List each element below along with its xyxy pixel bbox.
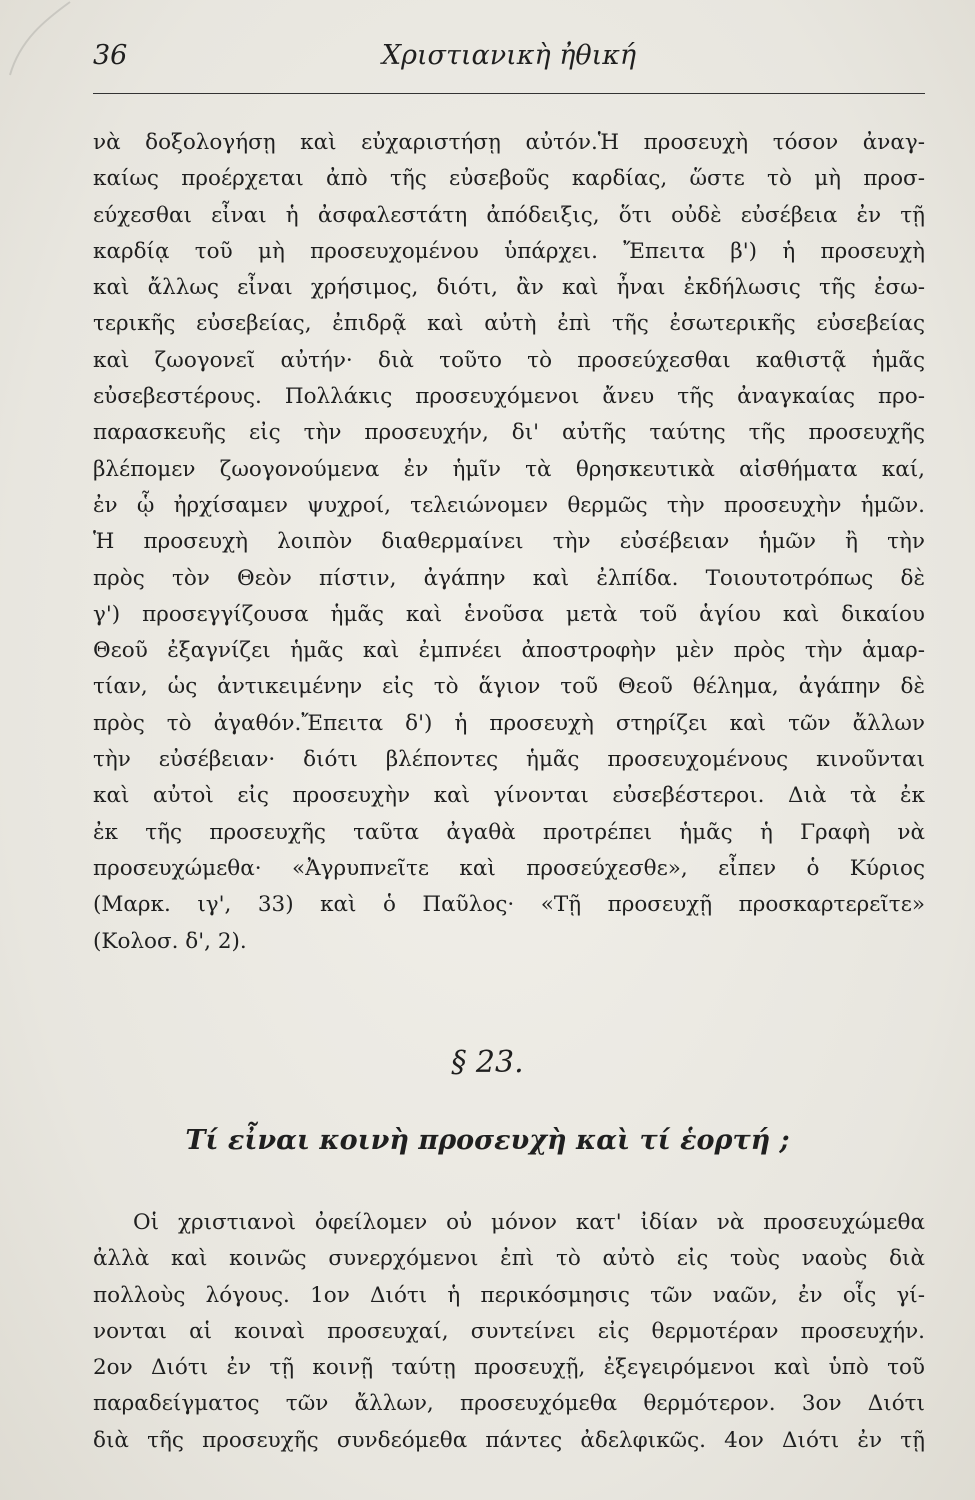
text-line: καρδίᾳ τοῦ μὴ προσευχομένου ὑπάρχει. Ἔπειτα β') ἡ προσευχὴ — [93, 238, 925, 264]
text-line: εύχεσθαι εἶναι ἡ ἀσφαλεστάτη ἀπόδειξις, ὅτι οὐδὲ εὐσέβεια ἐν τῇ — [93, 202, 925, 228]
paragraph-2 — [93, 1205, 925, 1459]
running-title: Χριστιανικὴ ἠθική — [381, 40, 637, 71]
text-line: Οἱ χριστιανοὶ ὀφείλομεν οὐ μόνον κατ' ἰδίαν νὰ προσευχώμεθα — [133, 1210, 925, 1235]
text-line: διὰ τῆς προσευχῆς συνδεόμεθα πάντες ἀδελφικῶς. 4ον Διότι ἐν τῇ — [93, 1427, 925, 1453]
text-line: βλέπομεν ζωογονούμενα ἐν ἡμῖν τὰ θρησκευτικὰ αἰσθήματα καί, — [93, 456, 925, 482]
text-line: πρὸς τὸν Θεὸν πίστιν, ἀγάπην καὶ ἐλπίδα. Τοιουτοτρόπως δὲ — [93, 565, 925, 591]
text-line: καὶ ἄλλως εἶναι χρήσιμος, διότι, ἂν καὶ ἦναι ἐκδήλωσις τῆς ἐσω- — [93, 275, 925, 301]
text-line: νὰ δοξολογήσῃ καὶ εὐχαριστήσῃ αὐτόν.Ἡ προσευχὴ τόσον ἀναγ- — [93, 130, 925, 155]
paragraph-1 — [93, 125, 925, 960]
text-line: εὐσεβεστέρους. Πολλάκις προσευχόμενοι ἄνευ τῆς ἀναγκαίας προ- — [93, 384, 925, 410]
text-line: τὴν εὐσέβειαν· διότι βλέποντες ἡμᾶς προσευχομένους κινοῦνται — [93, 747, 925, 773]
text-line: (Μαρκ. ιγ', 33) καὶ ὁ Παῦλος· «Τῇ προσευχῇ προσκαρτερεῖτε» — [93, 892, 925, 918]
text-line: πολλοὺς λόγους. 1ον Διότι ἡ περικόσμησις τῶν ναῶν, ἐν οἷς γί- — [93, 1282, 925, 1308]
text-line: (Κολοσ. δ', 2). — [93, 928, 247, 954]
text-line: ἀλλὰ καὶ κοινῶς συνερχόμενοι ἐπὶ τὸ αὐτὸ εἰς τοὺς ναοὺς διὰ — [93, 1246, 925, 1272]
text-line: νονται αἱ κοιναὶ προσευχαί, συντείνει εἰς θερμοτέραν προσευχήν. — [93, 1318, 925, 1344]
header-rule — [93, 93, 925, 94]
text-line: τερικῆς εὐσεβείας, ἐπιδρᾷ καὶ αὐτὴ ἐπὶ τῆς ἐσωτερικῆς εὐσεβείας — [93, 311, 925, 337]
text-line: 2ον Διότι ἐν τῇ κοινῇ ταύτῃ προσευχῇ, ἐξεγειρόμενοι καὶ ὑπὸ τοῦ — [93, 1355, 925, 1381]
text-line: τίαν, ὡς ἀντικειμένην εἰς τὸ ἅγιον τοῦ Θεοῦ θέλημα, ἀγάπην δὲ — [93, 674, 925, 700]
text-line: ἐκ τῆς προσευχῆς ταῦτα ἀγαθὰ προτρέπει ἡμᾶς ἡ Γραφὴ νὰ — [93, 819, 925, 845]
pencil-stroke-mark — [0, 0, 80, 80]
text-line: ἐν ᾧ ἠρχίσαμεν ψυχροί, τελειώνομεν θερμῶς τὴν προσευχὴν ἡμῶν. — [93, 492, 925, 518]
text-line: καὶ αὐτοὶ εἰς προσευχὴν καὶ γίνονται εὐσεβέστεροι. Διὰ τὰ ἐκ — [93, 783, 925, 809]
text-line: καίως προέρχεται ἀπὸ τῆς εὐσεβοῦς καρδίας, ὥστε τὸ μὴ προσ- — [93, 166, 925, 192]
text-line: παραδείγματος τῶν ἄλλων, προσευχόμεθα θερμότερον. 3ον Διότι — [93, 1391, 925, 1417]
section-number: § 23. — [451, 1045, 524, 1080]
text-line: Ἡ προσευχὴ λοιπὸν διαθερμαίνει τὴν εὐσέβειαν ἡμῶν ἢ τὴν — [93, 529, 925, 555]
page-header — [93, 40, 925, 90]
text-line: πρὸς τὸ ἀγαθόν.Ἔπειτα δ') ἡ προσευχὴ στηρίζει καὶ τῶν ἄλλων — [93, 710, 925, 736]
text-line: καὶ ζωογονεῖ αὐτήν· διὰ τοῦτο τὸ προσεύχεσθαι καθιστᾷ ἡμᾶς — [93, 347, 925, 373]
page-number: 36 — [93, 40, 128, 71]
text-line: παρασκευῆς εἰς τὴν προσευχήν, δι' αὐτῆς ταύτης τῆς προσευχῆς — [93, 420, 925, 446]
text-line: προσευχώμεθα· «Ἀγρυπνεῖτε καὶ προσεύχεσθε», εἶπεν ὁ Κύριος — [93, 855, 925, 881]
text-line: γ') προσεγγίζουσα ἡμᾶς καὶ ἑνοῦσα μετὰ τοῦ ἁγίου καὶ δικαίου — [93, 601, 925, 627]
section-title: Τί εἶναι κοινὴ προσευχὴ καὶ τί ἑορτή ; — [185, 1125, 790, 1156]
text-line: Θεοῦ ἐξαγνίζει ἡμᾶς καὶ ἐμπνέει ἀποστροφὴν μὲν πρὸς τὴν ἁμαρ- — [93, 638, 925, 664]
